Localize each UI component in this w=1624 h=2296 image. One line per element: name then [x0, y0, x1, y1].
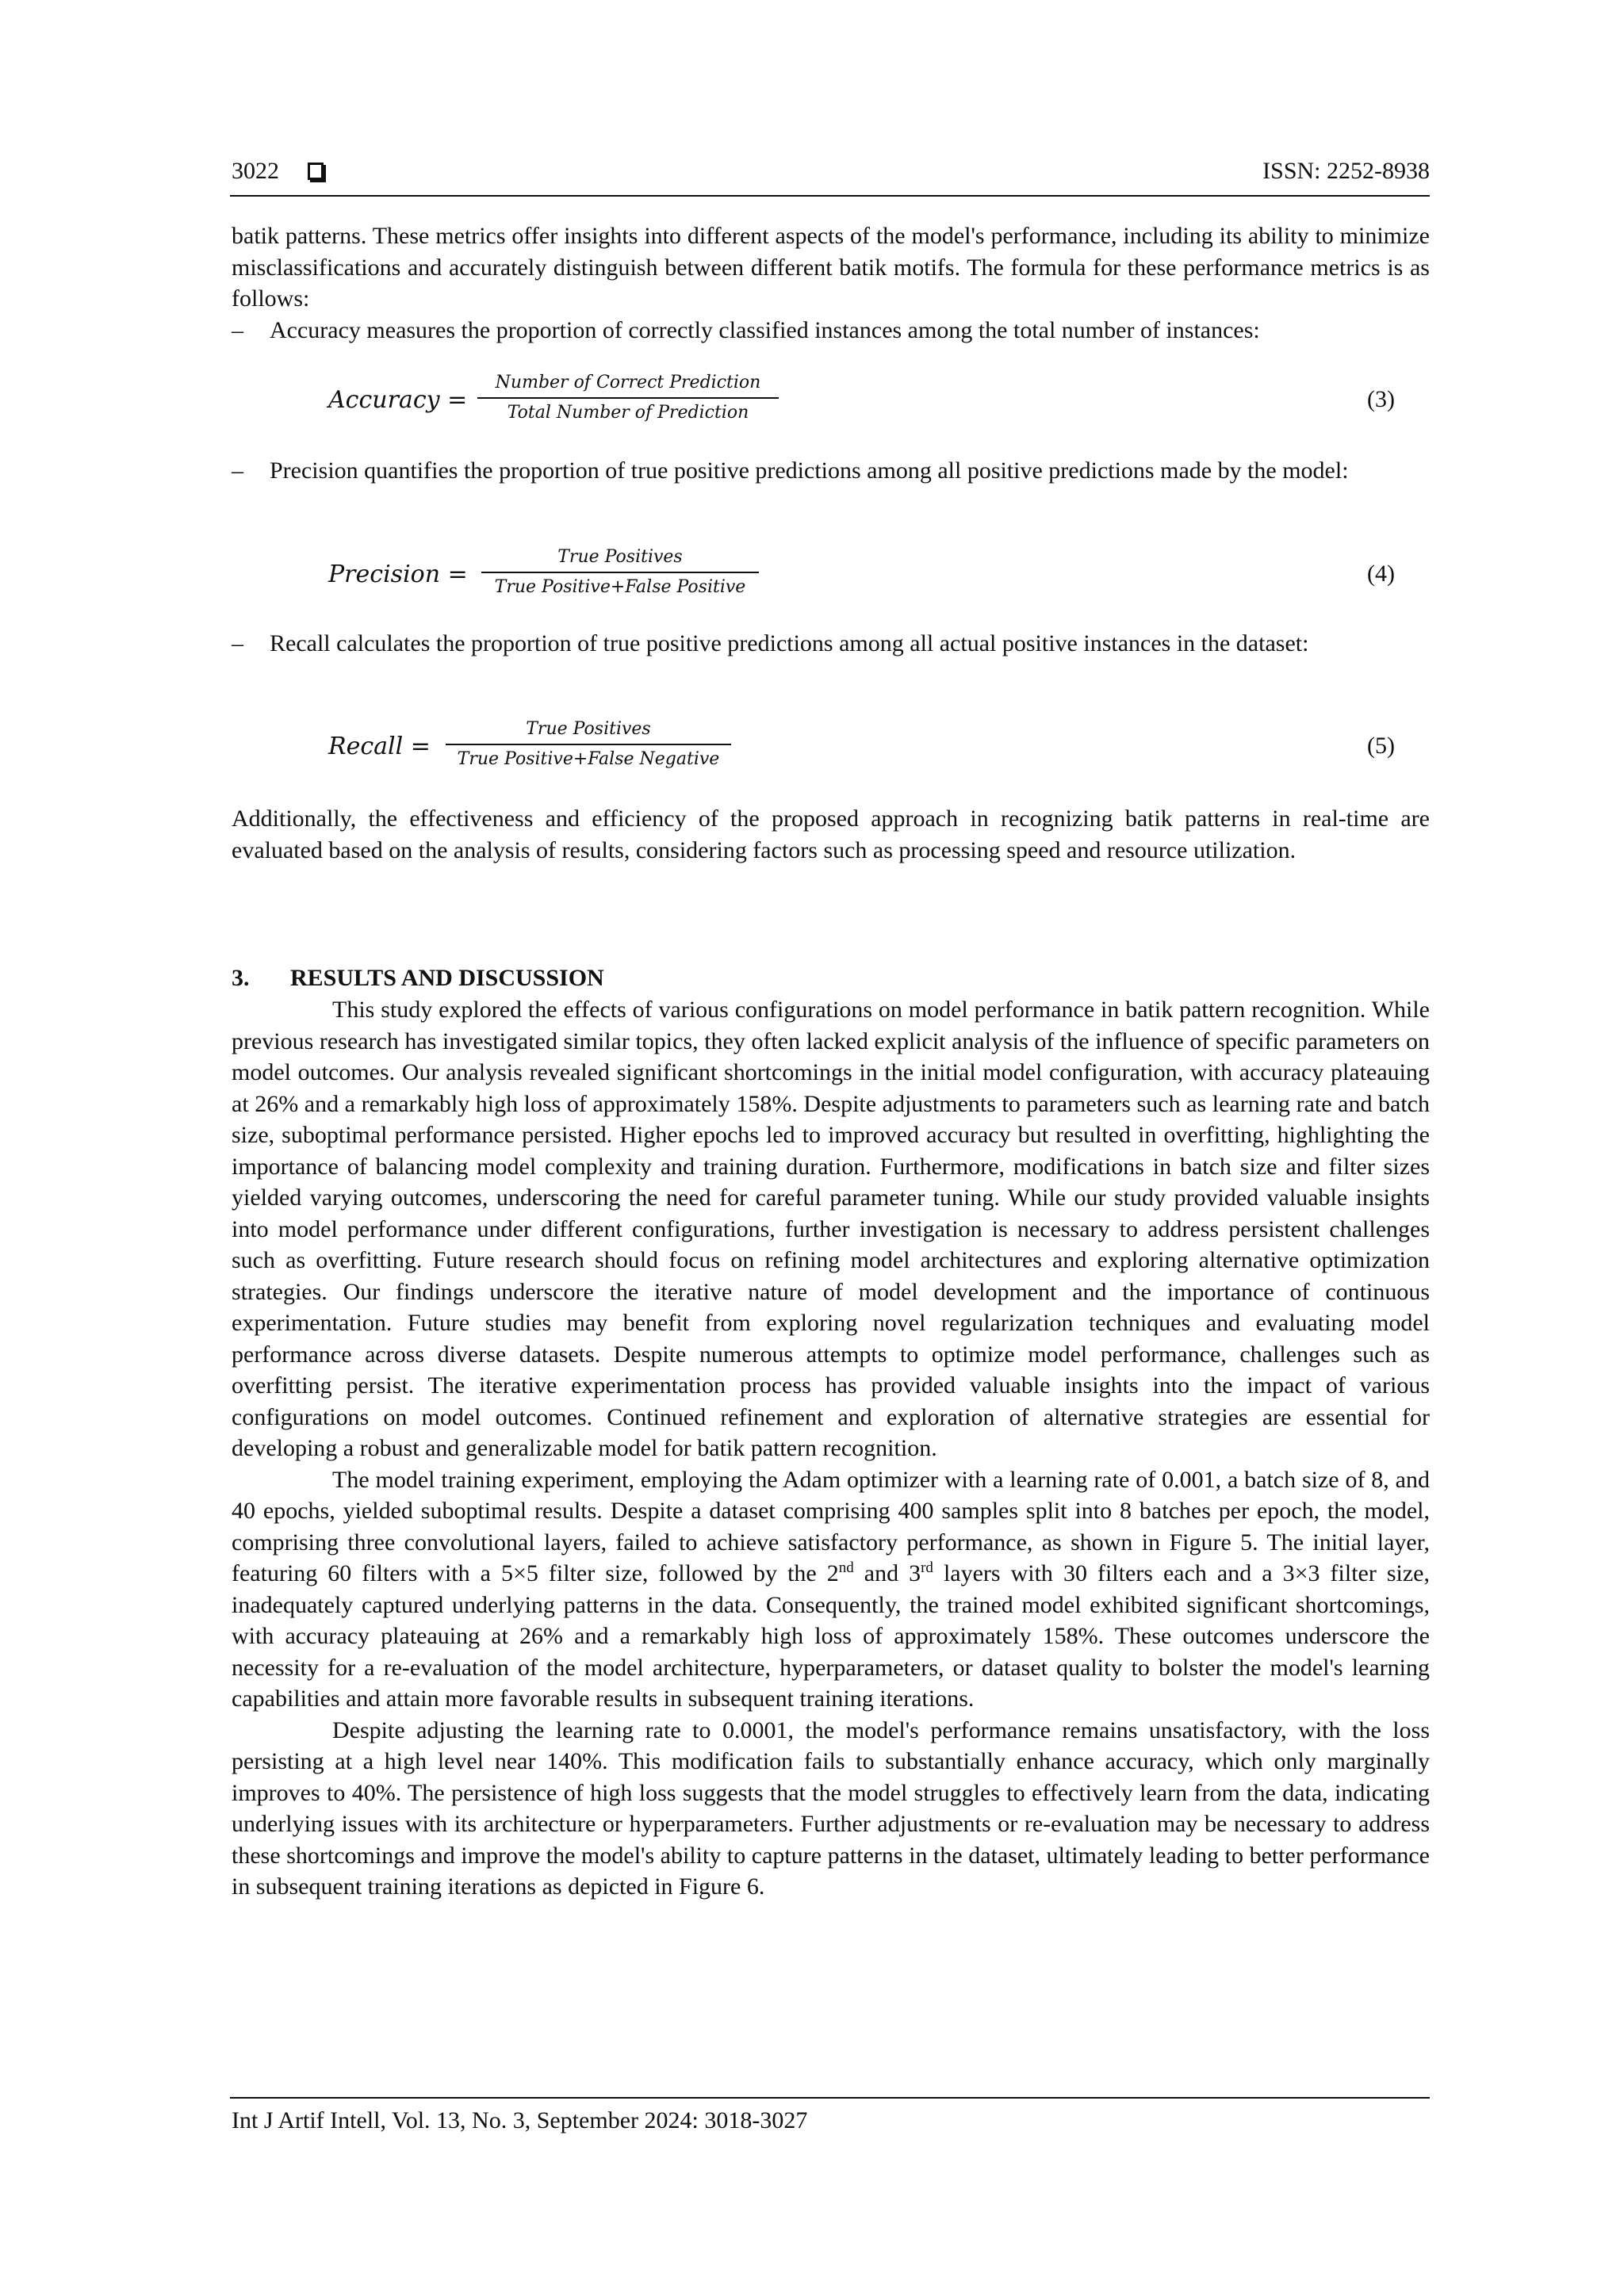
- equation-denominator: Total Number of Prediction: [507, 403, 749, 423]
- footer-citation: Int J Artif Intell, Vol. 13, No. 3, September 2024: 3018-3027: [232, 2107, 808, 2133]
- results-block: [232, 994, 1430, 1903]
- text-run: and 3: [853, 1560, 921, 1586]
- equation-precision: [232, 545, 1430, 608]
- footer-rule: [230, 2097, 1430, 2099]
- results-paragraph-3: Despite adjusting the learning rate to 0.0001, the model's performance remains unsatisfactory, with the loss persisting at a high level near 140%. This modification fails to substantially enhance accuracy, which only marginally improves to 40%. The persistence of high loss suggests that the model struggles to effectively learn from the data, indicating underlying issues with its architecture or hyperparameters. Further adjustments or re-evaluation may be necessary to address these shortcomings and improve the model's ability to capture patterns in the dataset, ultimately leading to better performance in subsequent training iterations as depicted in Figure 6.: [232, 1716, 1430, 1900]
- equation-numerator: True Positives: [526, 719, 651, 739]
- fraction-bar: [481, 572, 759, 573]
- equation-fraction: [477, 370, 779, 426]
- section-heading: [232, 962, 604, 994]
- bullet-recall: [232, 628, 1430, 660]
- section-number: 3.: [232, 965, 250, 991]
- equation-numerator: True Positives: [557, 547, 683, 567]
- bullet-accuracy: [232, 315, 1430, 346]
- bullet-dash: –: [232, 630, 243, 656]
- equation-lhs: Recall =: [328, 733, 431, 760]
- equation-lhs: Precision =: [328, 561, 468, 588]
- bullet-dash: –: [232, 457, 243, 484]
- text-run: The model training experiment, employing the Adam optimizer with a learning rate of 0.001, a batch size of 8, and 40 epochs, yielded suboptimal results. Despite a dataset comprising 400 samples split into 8 batches per epoch, the model, comprising three convolutional layers, failed to achieve satisfactory performance, as shown in Figure 5. The initial layer, featuring 60 filters with a 5×5 filter size, followed by the 2: [232, 1466, 1430, 1586]
- bullet-precision: [232, 455, 1430, 487]
- issn: ISSN: 2252-8938: [1262, 158, 1430, 184]
- equation-number: (4): [1367, 561, 1395, 587]
- bullet-recall-block: [232, 628, 1430, 660]
- equation-recall: [232, 717, 1430, 780]
- text-run: layers with 30 filters each and a 3×3 filter size, inadequately captured underlying patterns in the data. Consequently, the trained model exhibited significant shortcomings, with accuracy plateauing at 26% and a remarkably high loss of approximately 158%. These outcomes underscore the necessity for a re-evaluation of the model architecture, hyperparameters, or dataset quality to bolster the model's learning capabilities and attain more favorable results in subsequent training iterations.: [232, 1560, 1430, 1712]
- fraction-bar: [446, 744, 731, 745]
- equation-number: (3): [1367, 386, 1395, 412]
- section-title: RESULTS AND DISCUSSION: [290, 965, 604, 991]
- bullet-dash: –: [232, 316, 243, 343]
- equation-lhs: Accuracy =: [328, 386, 468, 414]
- equation-denominator: True Positive+False Negative: [457, 749, 720, 769]
- superscript: nd: [838, 1559, 854, 1576]
- intro-paragraph: batik patterns. These metrics offer insights into different aspects of the model's performance, including its ability to minimize misclassifications and accurately distinguish between different batik motifs. The formula for these performance metrics is as follows:: [232, 223, 1430, 312]
- page-number: 3022: [232, 158, 279, 184]
- bullet-text: Recall calculates the proportion of true positive predictions among all actual positive instances in the dataset:: [270, 630, 1309, 656]
- equation-numerator: Number of Correct Prediction: [495, 373, 761, 392]
- equation-denominator: True Positive+False Positive: [494, 577, 746, 597]
- running-header-left: [232, 155, 324, 187]
- additional-paragraph: Additionally, the effectiveness and efficiency of the proposed approach in recognizing batik patterns in real-time are evaluated based on the analysis of results, considering factors such as processing speed and resource utilization.: [232, 806, 1430, 863]
- header-rule: [230, 195, 1430, 197]
- additional-block: [232, 803, 1430, 866]
- equation-accuracy: [232, 370, 1430, 434]
- equation-fraction: [446, 717, 731, 772]
- bullet-text: Precision quantifies the proportion of true positive predictions among all positive predictions made by the model:: [270, 457, 1349, 484]
- results-paragraph-2: [232, 1464, 1430, 1715]
- results-paragraph-1: This study explored the effects of various configurations on model performance in batik pattern recognition. While previous research has investigated similar topics, they often lacked explicit analysis of the influence of specific parameters on model outcomes. Our analysis revealed significant shortcomings in the initial model configuration, with accuracy plateauing at 26% and a remarkably high loss of approximately 158%. Despite adjustments to parameters such as learning rate and batch size, suboptimal performance persisted. Higher epochs led to improved accuracy but resulted in overfitting, highlighting the importance of balancing model complexity and training duration. Furthermore, modifications in batch size and filter sizes yielded varying outcomes, underscoring the need for careful parameter tuning. While our study provided valuable insights into model performance under different configurations, further investigation is necessary to address persistent challenges such as overfitting. Future research should focus on refining model architectures and exploring alternative optimization strategies. Our findings underscore the iterative nature of model development and the importance of continuous experimentation. Future studies may benefit from exploring novel regularization techniques and evaluating model performance across diverse datasets. Despite numerous attempts to optimize model performance, challenges such as overfitting persist. The iterative experimentation process has provided valuable insights into the impact of various configurations on model outcomes. Continued refinement and exploration of alternative strategies are essential for developing a robust and generalizable model for batik pattern recognition.: [232, 997, 1430, 1461]
- bullet-text: Accuracy measures the proportion of correctly classified instances among the total number of instances:: [270, 316, 1260, 343]
- bullet-precision-block: [232, 455, 1430, 487]
- equation-fraction: [481, 545, 759, 600]
- superscript: rd: [921, 1559, 933, 1576]
- intro-block: [232, 220, 1430, 346]
- fraction-bar: [477, 397, 779, 399]
- equation-number: (5): [1367, 733, 1395, 759]
- square-box-icon: [308, 163, 324, 180]
